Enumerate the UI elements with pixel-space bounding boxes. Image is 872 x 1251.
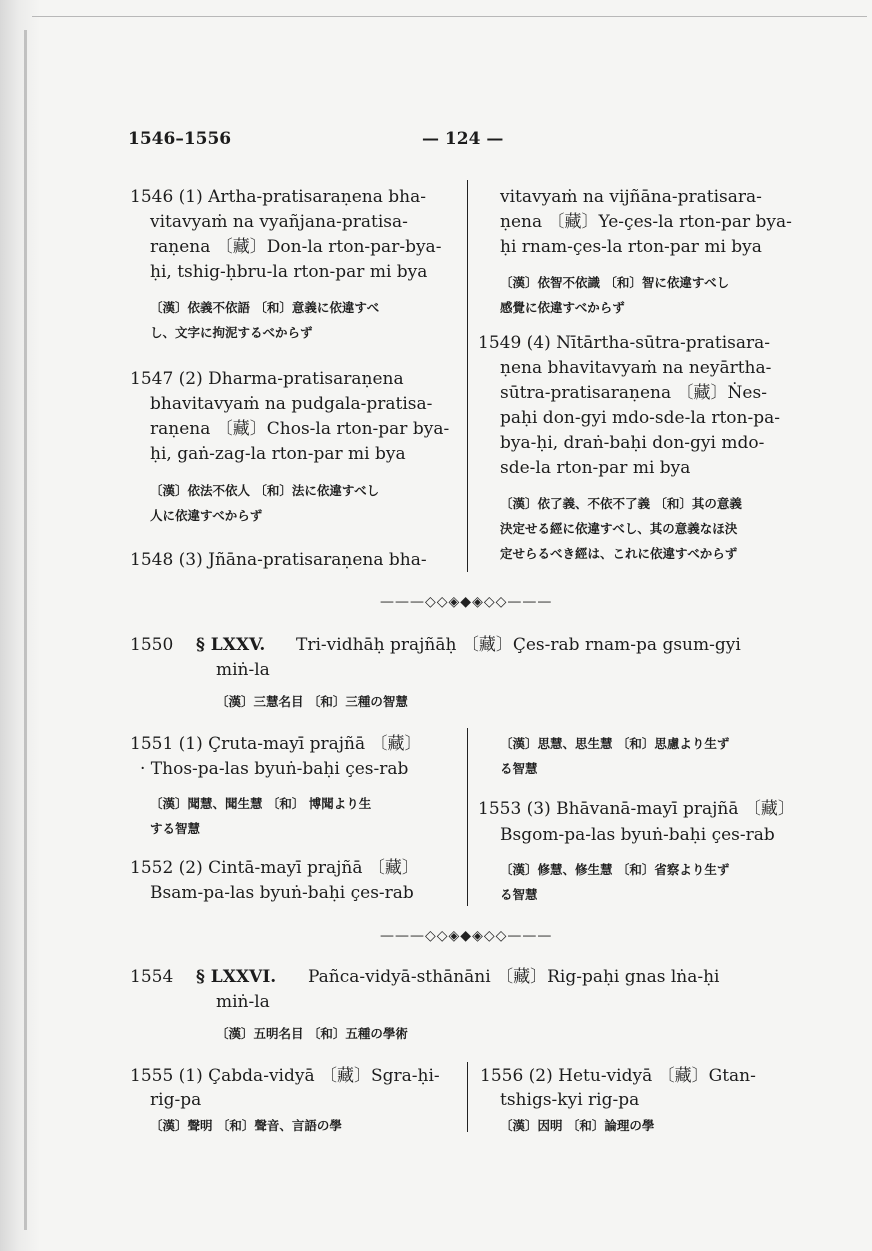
entry-1552-line-2: Bsam-pa-las byuṅ-baḥi çes-rab bbox=[150, 883, 414, 903]
entry-1549-jp-1: 〔漢〕依了義、不依不了義 〔和〕其の意義 bbox=[500, 496, 742, 511]
entry-1555-jp-1: 〔漢〕聲明 〔和〕聲音、言語の學 bbox=[150, 1118, 342, 1133]
entry-1548-jp-2: 感覺に依違すべからず bbox=[500, 300, 625, 315]
entry-1555-line-1: 1555 (1) Çabda-vidyā 〔藏〕Sgra-ḥi- bbox=[130, 1066, 440, 1086]
entry-1554-line-2: miṅ-la bbox=[216, 992, 270, 1012]
entry-1551-line-1: 1551 (1) Çruta-mayī prajñā 〔藏〕 bbox=[130, 734, 422, 754]
entry-1549-line-4: paḥi don-gyi mdo-sde-la rton-pa- bbox=[500, 408, 780, 428]
entry-1550-jp-1: 〔漢〕三慧名目 〔和〕三種の智慧 bbox=[216, 694, 408, 709]
entry-1547-line-2: bhavitavyaṁ na pudgala-pratisa- bbox=[150, 394, 433, 414]
entry-1546-jp-1: 〔漢〕依義不依語 〔和〕意義に依違すべ bbox=[150, 300, 380, 315]
entry-1552-jp-2: る智慧 bbox=[500, 761, 538, 776]
entry-1548-line-2: vitavyaṁ na vijñāna-pratisara- bbox=[500, 187, 762, 207]
entry-1550-line-1: Tri-vidhāḥ prajñāḥ 〔藏〕Çes-rab rnam-pa gsum-gyi bbox=[296, 635, 741, 655]
entry-1547-jp-1: 〔漢〕依法不依人 〔和〕法に依違すべし bbox=[150, 483, 380, 498]
entry-1551-line-2: · Thos-pa-las byuṅ-baḥi çes-rab bbox=[140, 759, 409, 779]
entry-1550-line-2: miṅ-la bbox=[216, 660, 270, 680]
entry-1554-number: 1554 bbox=[130, 967, 174, 987]
entry-1553-line-1: 1553 (3) Bhāvanā-mayī prajñā 〔藏〕 bbox=[478, 799, 795, 819]
top-edge-rule bbox=[32, 16, 867, 17]
entry-1546-line-1: 1546 (1) Artha-pratisaraṇena bha- bbox=[130, 187, 426, 207]
entry-1549-line-2: ṇena bhavitavyaṁ na neyārtha- bbox=[500, 358, 772, 378]
entry-1549-line-3: sūtra-pratisaraṇena 〔藏〕Ṅes- bbox=[500, 383, 767, 403]
entry-1554-line-1: Pañca-vidyā-sthānāni 〔藏〕Rig-paḥi gnas lṅa-ḥi bbox=[308, 967, 720, 987]
entry-1546-line-4: ḥi, tshig-ḥbru-la rton-par mi bya bbox=[150, 262, 428, 282]
entry-1546-jp-2: し、文字に拘泥するべからず bbox=[150, 325, 313, 340]
ornament-divider-2: ———◇◇◈◆◈◇◇——— bbox=[380, 928, 553, 944]
entry-1550-number: 1550 bbox=[130, 635, 174, 655]
entry-1552-jp-1: 〔漢〕思慧、思生慧 〔和〕思慮より生ず bbox=[500, 736, 730, 751]
entry-1553-jp-1: 〔漢〕修慧、修生慧 〔和〕省察より生ず bbox=[500, 862, 730, 877]
entry-1549-line-6: sde-la rton-par mi bya bbox=[500, 458, 691, 478]
entry-1549-line-1: 1549 (4) Nītārtha-sūtra-pratisara- bbox=[478, 333, 771, 353]
entry-1547-line-4: ḥi, gaṅ-zag-la rton-par mi bya bbox=[150, 444, 406, 464]
section-lxxv-heading: § LXXV. bbox=[196, 635, 266, 655]
entry-1551-jp-1: 〔漢〕聞慧、聞生慧 〔和〕 博聞より生 bbox=[150, 796, 372, 811]
entry-1552-line-1: 1552 (2) Cintā-mayī prajñā 〔藏〕 bbox=[130, 858, 419, 878]
entry-1555-line-2: rig-pa bbox=[150, 1090, 202, 1110]
entry-1548-line-1: 1548 (3) Jñāna-pratisaraṇena bha- bbox=[130, 550, 427, 570]
column-divider bbox=[467, 728, 468, 906]
page-spine-shadow bbox=[0, 0, 40, 1251]
entry-1549-jp-3: 定せらるべき經は、これに依違すべからず bbox=[500, 546, 738, 561]
entry-1548-line-3: ṇena 〔藏〕Ye-çes-la rton-par bya- bbox=[500, 212, 792, 232]
page-spine-line bbox=[24, 30, 27, 1230]
section-lxxvi-heading: § LXXVI. bbox=[196, 967, 277, 987]
page-number: — 124 — bbox=[422, 129, 504, 149]
entry-1549-jp-2: 決定せる經に依違すべし、其の意義なほ決 bbox=[500, 521, 738, 536]
entry-1553-line-2: Bsgom-pa-las byuṅ-baḥi çes-rab bbox=[500, 825, 775, 845]
entry-1547-jp-2: 人に依違すべからず bbox=[150, 508, 263, 523]
entry-1556-jp-1: 〔漢〕因明 〔和〕論理の學 bbox=[500, 1118, 655, 1133]
entry-1553-jp-2: る智慧 bbox=[500, 887, 538, 902]
entry-1549-line-5: bya-ḥi, draṅ-baḥi don-gyi mdo- bbox=[500, 433, 765, 453]
entry-1548-line-4: ḥi rnam-çes-la rton-par mi bya bbox=[500, 237, 762, 257]
entry-1546-line-2: vitavyaṁ na vyañjana-pratisa- bbox=[150, 212, 408, 232]
entry-1554-jp-1: 〔漢〕五明名目 〔和〕五種の學術 bbox=[216, 1026, 408, 1041]
column-divider bbox=[467, 1062, 468, 1132]
entry-1556-line-1: 1556 (2) Hetu-vidyā 〔藏〕Gtan- bbox=[480, 1066, 756, 1086]
ornament-divider-1: ———◇◇◈◆◈◇◇——— bbox=[380, 594, 553, 610]
entry-1546-line-3: raṇena 〔藏〕Don-la rton-par-bya- bbox=[150, 237, 442, 257]
entry-1547-line-1: 1547 (2) Dharma-pratisaraṇena bbox=[130, 369, 404, 389]
column-divider bbox=[467, 180, 468, 572]
entry-1548-jp-1: 〔漢〕依智不依識 〔和〕智に依違すべし bbox=[500, 275, 730, 290]
entry-1547-line-3: raṇena 〔藏〕Chos-la rton-par bya- bbox=[150, 419, 450, 439]
entry-1551-jp-2: する智慧 bbox=[150, 821, 201, 836]
entry-1556-line-2: tshigs-kyi rig-pa bbox=[500, 1090, 640, 1110]
page-range: 1546–1556 bbox=[128, 129, 232, 149]
